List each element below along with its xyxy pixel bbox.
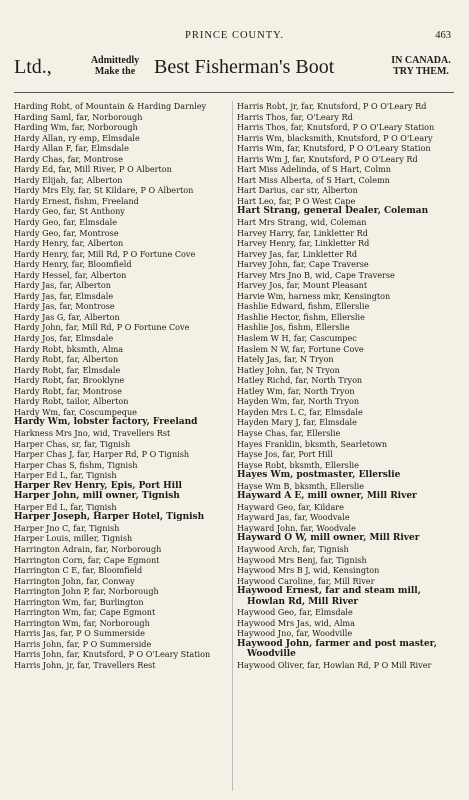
directory-entry: Hardy Mrs Ely, far, St Kildare, P O Alberton — [14, 185, 194, 196]
directory-entry: Hardy Robt, far, Alberton — [14, 354, 119, 365]
directory-entry: Harris Thos, far, O'Leary Rd — [237, 111, 353, 122]
directory-entry: Harvie Wm, harness mkr, Kensington — [237, 290, 391, 301]
directory-entry: Hart Miss Adelinda, of S Hart, Colmn — [237, 164, 391, 175]
directory-entry: Harper Ed L, far, Tignish — [14, 470, 117, 481]
directory-entry: Hardy Robt, far, Elmsdale — [14, 364, 121, 375]
directory-entry: Haslem N W, far, Fortune Cove — [237, 343, 364, 354]
directory-entry: Haywood Mrs Benj, far, Tignish — [237, 554, 367, 565]
county-title: PRINCE COUNTY. — [185, 30, 284, 41]
directory-entry: Harris Wm J, far, Knutsford, P O O'Leary Rd — [237, 153, 418, 164]
directory-entry: Harrington Corn, far, Cape Egmont — [14, 554, 160, 565]
directory-entry: Hashlie Hector, fishm, Ellerslie — [237, 311, 365, 322]
directory-entry: Hatley Richd, far, North Tryon — [237, 375, 363, 386]
directory-entry: Harper Jno C, far, Tignish — [14, 522, 120, 533]
directory-entry: Hardy Chas, far, Montrose — [14, 153, 123, 164]
directory-entry: Hayes Franklin, bksmth, Searletown — [237, 438, 388, 449]
directory-entry: Hardy Allan, ry emp, Elmsdale — [14, 132, 140, 143]
directory-entry: Hayse Wm B, bksmth, Ellerslie — [237, 480, 365, 491]
directory-entry: Hardy Robt, far, Brooklyne — [14, 375, 125, 386]
directory-entry: Hardy Robt, bksmth, Alma — [14, 343, 124, 354]
ad-divider — [14, 92, 454, 93]
directory-entry: Haywood Geo, far, Elmsdale — [237, 607, 353, 618]
directory-entry: Harris John, far, P O Summerside — [14, 638, 152, 649]
directory-entry: Haywood John, farmer and post master, Woodville — [237, 638, 437, 660]
directory-entry: Hayes Wm, postmaster, Ellerslie — [237, 470, 401, 481]
page-header — [0, 30, 469, 44]
directory-entry: Hardy Ed, far, Mill River, P O Alberton — [14, 164, 172, 175]
directory-entry: Hayden Mrs L C, far, Elmsdale — [237, 406, 363, 417]
directory-entry: Harrington Wm, far, Burlington — [14, 596, 144, 607]
directory-entry: Harvey John, far, Cape Traverse — [237, 259, 369, 270]
directory-entry: Hardy Robt, tailor, Alberton — [14, 396, 129, 407]
directory-entry: Hayward Geo, far, Kildare — [237, 501, 344, 512]
directory-entry: Hardy Jos, far, Elmsdale — [14, 333, 114, 344]
directory-entry: Hart Strang, general Dealer, Coleman — [237, 206, 429, 217]
directory-entry: Harris Wm, far, Knutsford, P O O'Leary Station — [237, 143, 431, 154]
directory-entry: Harper Joseph, Harper Hotel, Tignish — [14, 512, 205, 523]
directory-entry: Hayse Chas, far, Ellerslie — [237, 427, 341, 438]
directory-entry: Hardy Geo, far, Elmsdale — [14, 217, 118, 228]
directory-entry: Harris Robt, jr, far, Knutsford, P O O'Leary Rd — [237, 101, 427, 111]
page-number: 463 — [435, 30, 451, 41]
directory-entry: Hardy Elijah, far, Alberton — [14, 174, 123, 185]
directory-entry: Harrington John, far, Conway — [14, 575, 135, 586]
directory-entry: Hardy Ernest, fishm, Freeland — [14, 195, 139, 206]
directory-entry: Hardy Allan F, far, Elmsdale — [14, 143, 129, 154]
directory-entry: Hashlie Jos, fishm, Ellerslie — [237, 322, 350, 333]
column-divider — [232, 101, 233, 791]
directory-entry: Hatley Wm, far, North Tryon — [237, 385, 355, 396]
ad-make-the: Make the — [94, 66, 136, 77]
directory-entry: Hart Leo, far, P O West Cape — [237, 195, 356, 206]
directory-entry: Hardy Jas, far, Alberton — [14, 280, 112, 291]
directory-entry: Harper Chas S, fishm, Tignish — [14, 459, 138, 470]
directory-entry: Harvey Henry, far, Linkletter Rd — [237, 238, 370, 249]
directory-entry: Hardy John, far, Mill Rd, P O Fortune Cove — [14, 322, 190, 333]
directory-entry: Hayden Mary J, far, Elmsdale — [237, 417, 357, 428]
directory-entry: Hately Jas, far, N Tryon — [237, 354, 334, 365]
directory-entry: Harper Louis, miller, Tignish — [14, 533, 133, 544]
directory-entry: Harrington C E, far, Bloomfield — [14, 565, 143, 576]
directory-entry: Haywood Mrs B J, wid, Kensington — [237, 565, 380, 576]
directory-entry: Harper Chas, sr, far, Tignish — [14, 438, 131, 449]
directory-entry: Harper Chas J, far, Harper Rd, P O Tignish — [14, 449, 190, 460]
directory-entry: Hardy Wm, far, Coscumpeque — [14, 406, 137, 417]
advertisement-banner — [14, 52, 454, 86]
directory-entry: Hardy Robt, far, Montrose — [14, 385, 122, 396]
directory-entry: Harvey Harry, far, Linkletter Rd — [237, 227, 368, 238]
directory-entry: Haywood Oliver, far, Howlan Rd, P O Mill River — [237, 659, 432, 670]
ad-in-canada: IN CANADA. — [391, 55, 451, 66]
directory-entry: Harvey Jas, far, Linkletter Rd — [237, 248, 358, 259]
ad-ltd: Ltd., — [14, 56, 52, 78]
directory-entry: Hardy Henry, far, Mill Rd, P O Fortune Cove — [14, 248, 196, 259]
directory-entry: Hardy Geo, far, Montrose — [14, 227, 119, 238]
directory-entry: Hayward O W, mill owner, Mill River — [237, 533, 420, 544]
directory-entry: Harper Rev Henry, Epis, Port Hill — [14, 480, 182, 491]
directory-entry: Hardy Jas, far, Elmsdale — [14, 290, 114, 301]
directory-entry: Haywood Jno, far, Woodville — [237, 628, 353, 639]
directory-entry: Hayse Jos, far, Port Hill — [237, 449, 333, 460]
directory-entry: Haywood Caroline, far, Mill River — [237, 575, 375, 586]
directory-column-left — [14, 101, 234, 671]
directory-entry: Harrington Wm, far, Norborough — [14, 617, 150, 628]
directory-entry: Harding Saml, far, Norborough — [14, 111, 143, 122]
directory-entry: Harris John, jr, far, Travellers Rest — [14, 659, 156, 670]
directory-entry: Haywood Ernest, far and steam mill, Howlan Rd, Mill River — [237, 586, 421, 607]
ad-admittedly: Admittedly — [90, 55, 140, 66]
directory-entry: Hardy Henry, far, Alberton — [14, 238, 124, 249]
ad-try-them: TRY THEM. — [393, 66, 449, 77]
directory-column-right — [237, 101, 459, 671]
directory-entry: Harper Ed L, far, Tignish — [14, 501, 117, 512]
directory-entry: Harkness Mrs Jno, wid, Travellers Rst — [14, 427, 171, 438]
directory-entry: Harris Thos, far, Knutsford, P O O'Leary Station — [237, 122, 435, 133]
directory-entry: Hatley John, far, N Tryon — [237, 364, 340, 375]
directory-entry: Hardy Jas, far, Montrose — [14, 301, 115, 312]
directory-entry: Hardy Geo, far, St Anthony — [14, 206, 125, 217]
directory-entry: Hayward A E, mill owner, Mill River — [237, 491, 417, 502]
ad-headline: Best Fisherman's Boot — [154, 56, 335, 78]
directory-entry: Hart Darius, car str, Alberton — [237, 185, 358, 196]
directory-entry: Harris John, far, Knutsford, P O O'Leary Station — [14, 649, 211, 660]
directory-entry: Harding Robt, of Mountain & Harding Darnley — [14, 101, 207, 111]
directory-entry: Hardy Henry, far, Bloomfield — [14, 259, 132, 270]
directory-entry: Haywood Mrs Jas, wid, Alma — [237, 617, 355, 628]
directory-entry: Harrington Adrain, far, Norborough — [14, 543, 162, 554]
directory-entry: Harvey Jos, far, Mount Pleasant — [237, 280, 368, 291]
directory-entry: Harrington John P, far, Norborough — [14, 586, 159, 597]
directory-entry: Haywood Arch, far, Tignish — [237, 543, 349, 554]
directory-entry: Hayward John, far, Woodvale — [237, 522, 356, 533]
directory-entry: Harvey Mrs Jno B, wid, Cape Traverse — [237, 269, 395, 280]
directory-entry: Harris Wm, blacksmith, Knutsford, P O O'Leary — [237, 132, 433, 143]
directory-entry: Hayward Jas, far, Woodvale — [237, 512, 350, 523]
directory-entry: Hart Mrs Strang, wid, Coleman — [237, 217, 367, 228]
directory-entry: Hashlie Edward, fishm, Ellerslie — [237, 301, 370, 312]
directory-entry: Hardy Jas G, far, Alberton — [14, 311, 120, 322]
directory-entry: Hardy Wm, lobster factory, Freeland — [14, 417, 198, 428]
directory-entry: Harrington Wm, far, Cape Egmont — [14, 607, 156, 618]
directory-entry: Harper John, mill owner, Tignish — [14, 491, 180, 502]
directory-entry: Haslem W H, far, Cascumpec — [237, 333, 357, 344]
directory-entry: Hart Miss Alberta, of S Hart, Colemn — [237, 174, 390, 185]
directory-entry: Hayse Robt, bksmth, Ellerslie — [237, 459, 359, 470]
directory-entry: Hayden Wm, far, North Tryon — [237, 396, 360, 407]
directory-entry: Harding Wm, far, Norborough — [14, 122, 138, 133]
directory-entry: Harris Jas, far, P O Summerside — [14, 628, 145, 639]
directory-entry: Hardy Hessel, far, Alberton — [14, 269, 127, 280]
